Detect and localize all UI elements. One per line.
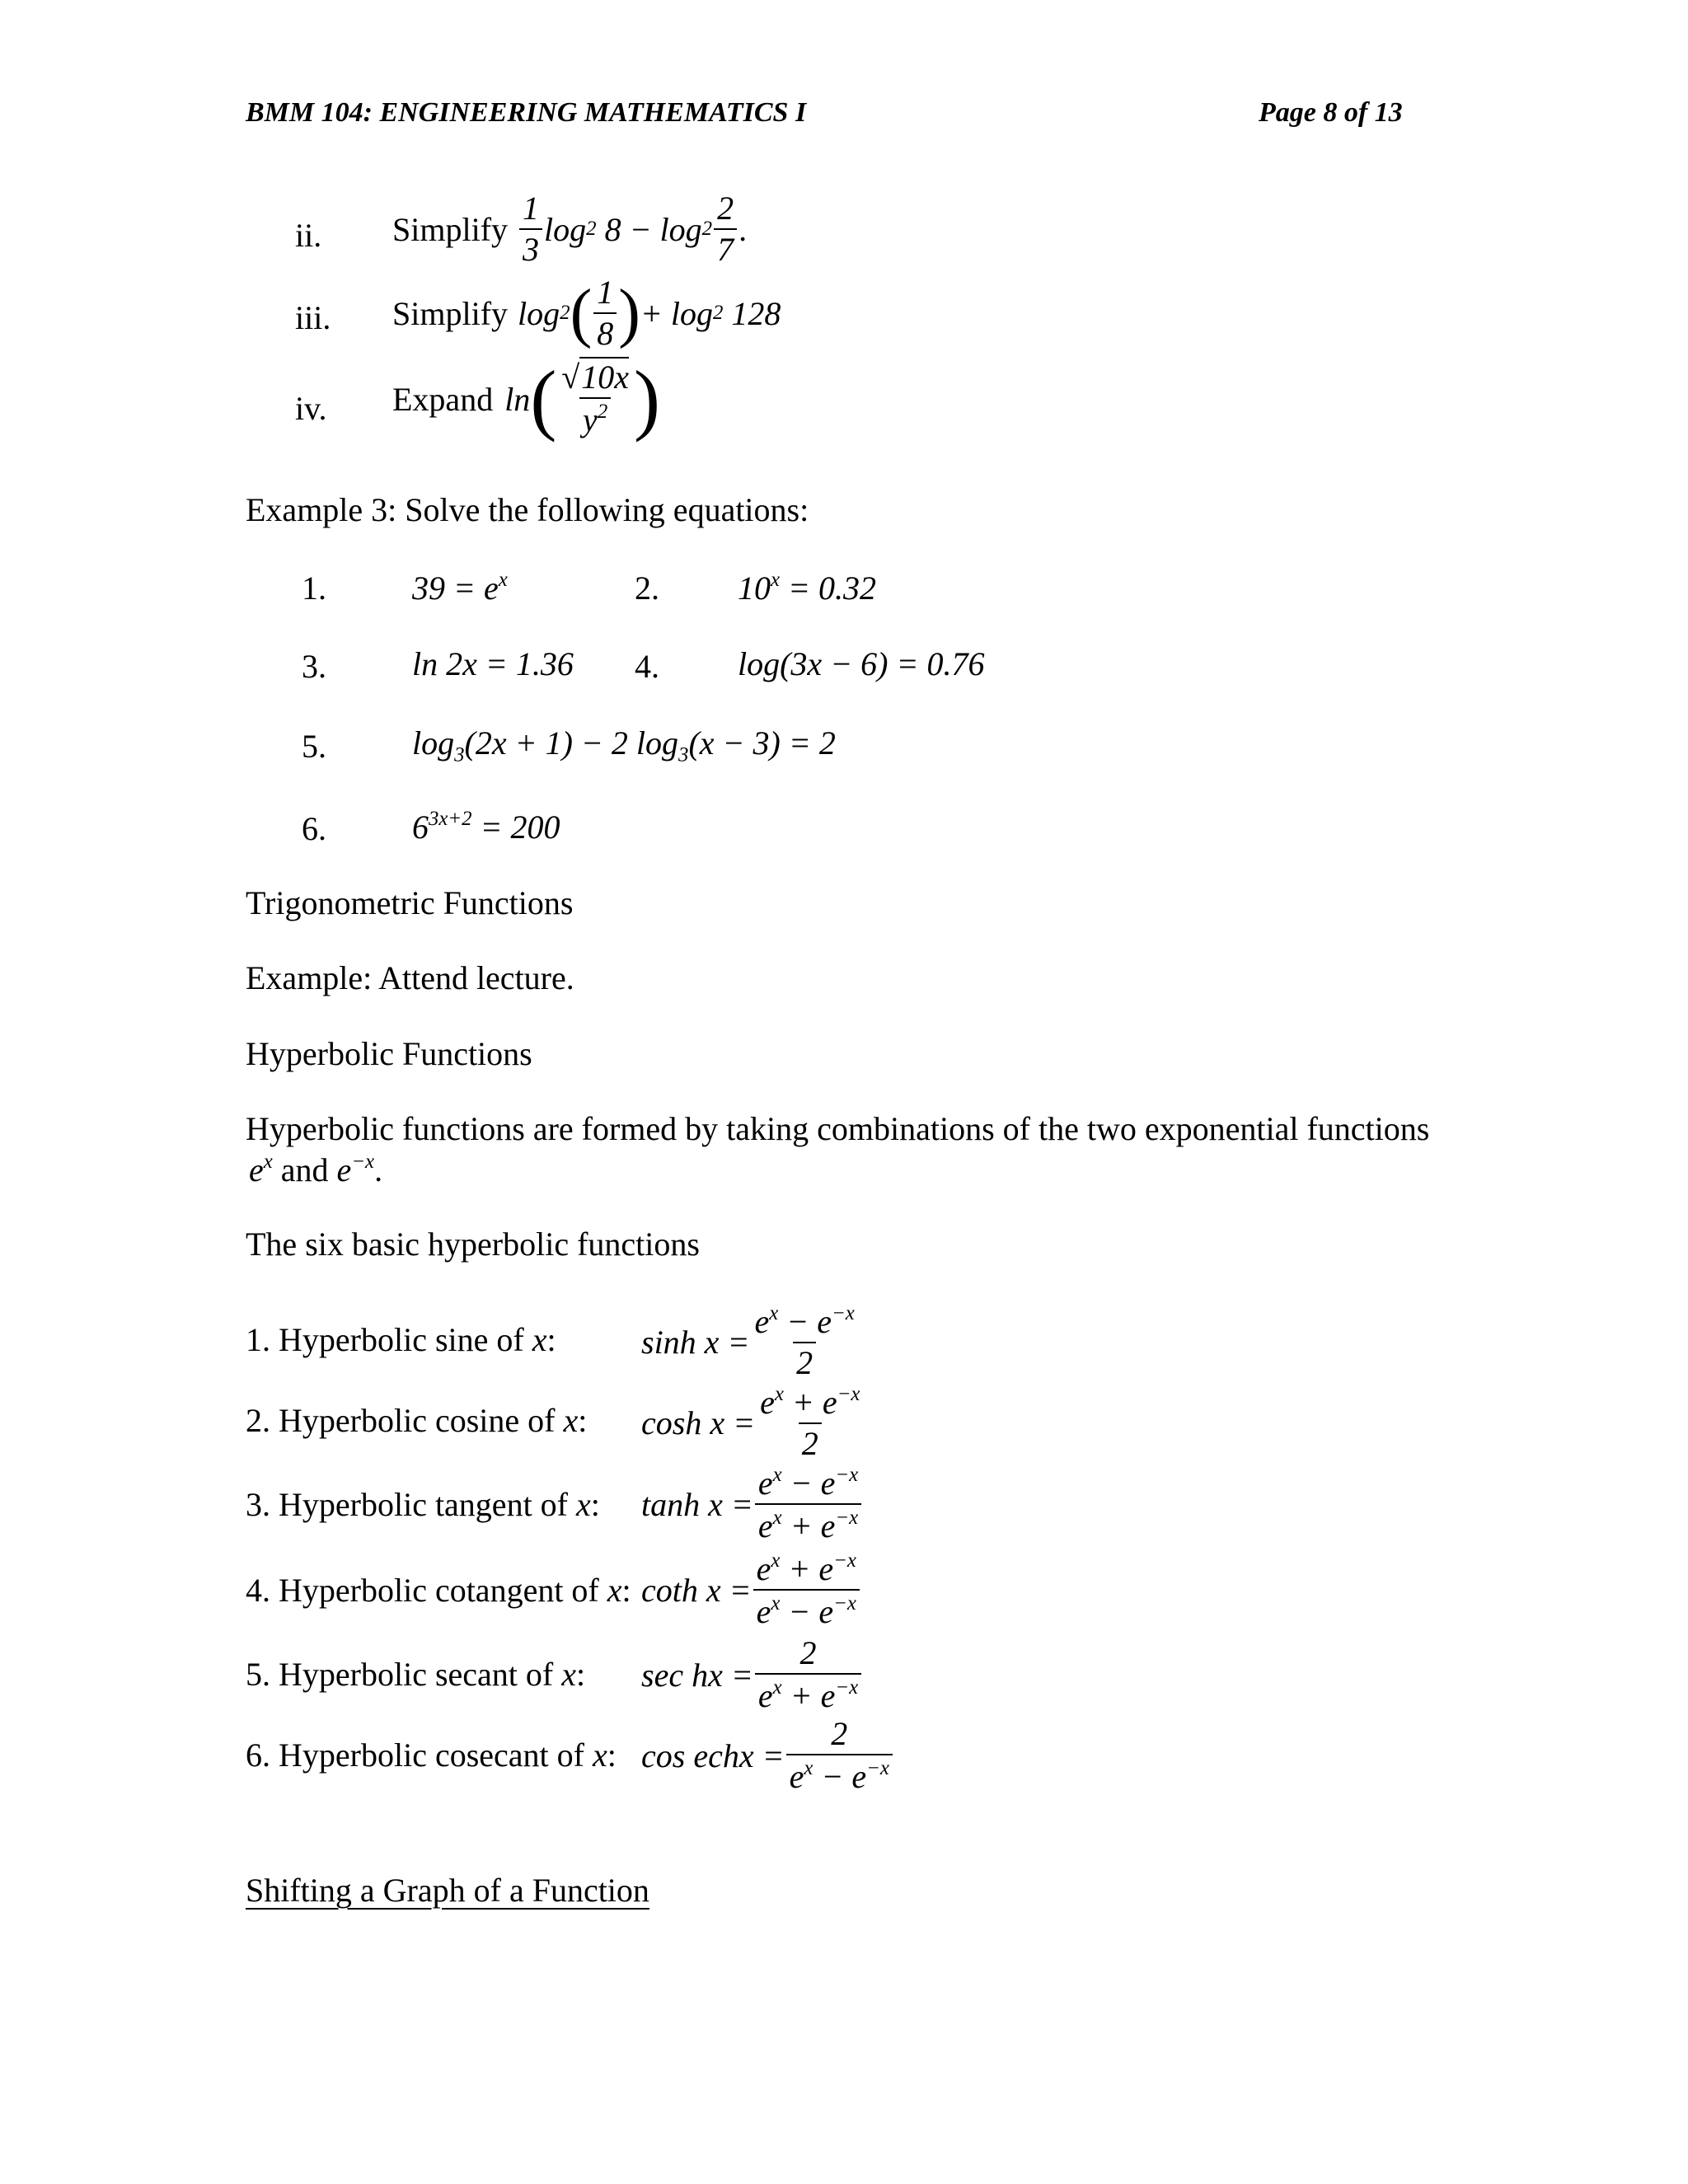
exercise-iv-verb: Expand xyxy=(392,380,494,418)
exercise-iii-number: iii. xyxy=(295,299,331,336)
hyp-item-4-label: 4. Hyperbolic cotangent of x: xyxy=(246,1572,631,1609)
eq3: ln 2x = 1.36 xyxy=(412,645,574,682)
hyp-item-5-formula: sec hx = $\frac{2}{e^x + e^{-x}}$ xyxy=(641,1637,863,1713)
exercise-iii-verb: Simplify xyxy=(392,294,509,332)
hyp-item-1-formula: sinh x = $\frac{e^x - e^{-x}}{2}$ xyxy=(641,1302,855,1382)
page-number: Page 8 of 13 xyxy=(1259,97,1403,128)
eq2-number: 2. xyxy=(635,569,659,607)
exercise-iv-expression: ln ( $\frac{√10x}{y^2}$ ) xyxy=(504,354,660,443)
eq6: $6^{3x+2} = 200$ xyxy=(412,808,560,846)
eq4-number: 4. xyxy=(635,648,659,685)
six-basic-heading: The six basic hyperbolic functions xyxy=(246,1226,700,1263)
eq1: $39 = e^x$ xyxy=(412,569,508,607)
shifting-heading: Shifting a Graph of a Function xyxy=(246,1872,649,1909)
eq5-number: 5. xyxy=(302,728,326,765)
hyp-item-3-formula: tanh x = $\frac{e^x - e^{-x}}{e^x + e^{-x}}$ xyxy=(641,1465,863,1543)
eq1-number: 1. xyxy=(302,569,326,607)
exercise-ii-verb: Simplify xyxy=(392,210,509,248)
exercise-ii-expression: $\frac{1}{3}$ log 2 8 − log 2 $\frac{2}{7}$ . xyxy=(518,192,747,266)
hyp-item-6-label: 6. Hyperbolic cosecant of x: xyxy=(246,1736,617,1774)
exercise-iv xyxy=(392,354,660,443)
trig-heading: Trigonometric Functions xyxy=(246,884,574,921)
eq6-number: 6. xyxy=(302,810,326,847)
exercise-ii-number: ii. xyxy=(295,217,322,254)
exercise-iv-number: iv. xyxy=(295,390,327,427)
hyp-item-2-formula: cosh x = $\frac{e^x + e^{-x}}{2}$ xyxy=(641,1383,860,1463)
hyp-item-3-label: 3. Hyperbolic tangent of x: xyxy=(246,1486,600,1523)
and-word: and xyxy=(280,1151,329,1189)
example3-title: Example 3: Solve the following equations: xyxy=(246,491,809,528)
exercise-iii-expression: log 2 ( $\frac{1}{8}$ ) + log 2 128 xyxy=(518,274,781,352)
eq5: $\log_3(2x + 1) - 2$ $\log_3(x - 3) = 2$ xyxy=(412,724,836,766)
hyperbolic-intro-line2: $e^x$ and $e^{-x}$. xyxy=(249,1151,383,1189)
trig-example: Example: Attend lecture. xyxy=(246,959,574,996)
hyp-item-4-formula: coth x = $\frac{e^x + e^{-x}}{e^x - e^{-x}}$ xyxy=(641,1551,861,1629)
course-header: BMM 104: ENGINEERING MATHEMATICS I xyxy=(246,97,807,128)
hyp-item-5-label: 5. Hyperbolic secant of x: xyxy=(246,1656,586,1693)
exercise-ii xyxy=(392,192,747,266)
hyperbolic-heading: Hyperbolic Functions xyxy=(246,1035,532,1072)
eq4: log(3x − 6) = 0.76 xyxy=(738,645,985,682)
eq3-number: 3. xyxy=(302,648,326,685)
hyp-item-2-label: 2. Hyperbolic cosine of x: xyxy=(246,1402,588,1439)
hyperbolic-intro: Hyperbolic functions are formed by taking combinations of the two exponential functions xyxy=(246,1110,1430,1147)
eq2: $10^x = 0.32$ xyxy=(738,569,877,607)
exercise-iii xyxy=(392,276,781,350)
hyp-item-6-formula: cos echx = $\frac{2}{e^x - e^{-x}}$ xyxy=(641,1718,894,1793)
hyp-item-1-label: 1. Hyperbolic sine of x: xyxy=(246,1321,556,1358)
